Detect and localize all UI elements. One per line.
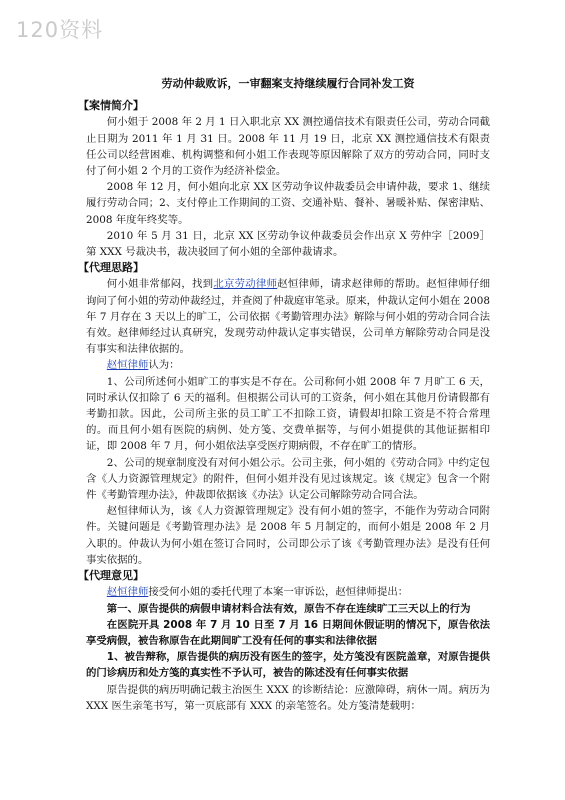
ideas-text-b: 赵恒律师，请求赵律师的帮助。赵恒律师仔细询问了何小姐的劳动仲裁经过，并查阅了仲裁庭审笔录。原来，仲裁认定何小姐在 2008 年 7 月存在 3 天以上的旷工，公司依据《考勤管理办法》解除与何小姐的劳动合同合法有效。赵律师经过认真研究，发现劳动仲裁认定事实错误，公司单方解除劳动合同是没有事实和法律依据的。 (86, 278, 491, 356)
ideas-paragraph-2 (86, 357, 490, 373)
ideas-text-a: 何小姐非常郁闷，找到 (106, 278, 214, 291)
opinion-point-1-detail: 在医院开具 2008 年 7 月 10 日至 7 月 16 日期间休假证明的情况下，原告依法享受病假，被告称原告在此期间旷工没有任何的事实和法律依据 (86, 618, 490, 647)
case-paragraph-2: 2008 年 12 月，何小姐向北京 XX 区劳动争议仲裁委员会申请仲裁，要求 1、继续履行劳动合同；2、支付停止工作期间的工资、交通补贴、餐补、暑暖补贴、保密津贴、2008 年度年终奖等。 (86, 181, 490, 226)
ideas-paragraph-1 (86, 276, 490, 357)
opinion-paragraph-5: 原告提供的病历明确记载主治医生 XXX 的诊断结论：应激障碍，病休一周。病历为 XXX 医生亲笔书写，第一页底部有 XXX 的亲笔签名。处方笺清楚载明： (86, 683, 490, 712)
case-paragraph-1: 何小姐于 2008 年 2 月 1 日入职北京 XX 测控通信技术有限责任公司，劳动合同截止日期为 2011 年 1 月 31 日。2008 年 11 月 19 日，北京 XX 测控通信技术有限责任公司以经营困难、机构调整和何小姐工作表现等原因解除了双方的劳动合同，同时支付了何小姐 2 个月的工资作为经济补偿金。 (86, 116, 490, 178)
section-heading-case: 【案情简介】 (78, 99, 144, 113)
opinion-point-1-sub: 1、被告辩称，原告提供的病历没有医生的签字，处方笺没有医院盖章，对原告提供的门诊病历和处方笺的真实性不予认可，被告的陈述没有任何事实依据 (86, 651, 490, 680)
opinion-text-a: 接受何小姐的委托代理了本案一审诉讼，赵恒律师提出： (148, 586, 409, 599)
watermark-logo: 120资料 (16, 18, 104, 42)
lawyer-link[interactable]: 北京劳动律师 (213, 278, 278, 291)
section-heading-ideas: 【代理思路】 (78, 261, 144, 275)
ideas-paragraph-4: 2、公司的规章制度没有对何小姐公示。公司主张，何小姐的《劳动合同》中约定包含《人力资源管理规定》的附件，但何小姐并没有见过该规定。该《规定》包含一个附件《考勤管理办法》，仲裁即依据该《办法》认定公司解除劳动合同合法。 (86, 456, 490, 502)
document-title: 劳动仲裁败诉，一审翻案支持继续履行合同补发工资 (161, 77, 415, 90)
section-heading-opinion: 【代理意见】 (78, 569, 144, 583)
ideas-paragraph-5: 赵恒律师认为，该《人力资源管理规定》没有何小姐的签字，不能作为劳动合同附件。关键问题是《考勤管理办法》是 2008 年 5 月制定的，而何小姐是 2008 年 2 月入职的。仲裁认为何小姐在签订合同时，公司即公示了该《考勤管理办法》是没有任何事实依据的。 (86, 505, 490, 566)
case-paragraph-3: 2010 年 5 月 31 日，北京 XX 区劳动争议仲裁委员会作出京 X 劳仲字［2009］第 XXX 号裁决书，裁决驳回了何小姐的全部仲裁请求。 (86, 229, 490, 259)
ideas-paragraph-3: 1、公司所述何小姐旷工的事实是不存在。公司称何小姐 2008 年 7 月旷工 6 天，同时承认仅扣除了 6 天的福利。但根据公司认可的工资条，何小姐在其他月份请假都有考勤扣款。因此，公司所主张的员工旷工不扣除工资，请假却扣除工资是不符合常理的。而且何小姐有医院的病例、处方笺、交费单据等，与何小姐提供的其他证据相印证，即 2008 年 7 月，何小姐依法享受医疗期病假，不存在旷工的情形。 (86, 375, 490, 453)
opinion-point-1: 第一、原告提供的病假申请材料合法有效，原告不存在连续旷工三天以上的行为 (106, 602, 471, 615)
lawyer-name-link-2[interactable]: 赵恒律师 (106, 586, 149, 599)
document-page (78, 66, 491, 714)
opinion-paragraph-1 (86, 584, 490, 600)
ideas-text-c: 认为： (148, 359, 180, 372)
lawyer-name-link[interactable]: 赵恒律师 (106, 359, 149, 372)
